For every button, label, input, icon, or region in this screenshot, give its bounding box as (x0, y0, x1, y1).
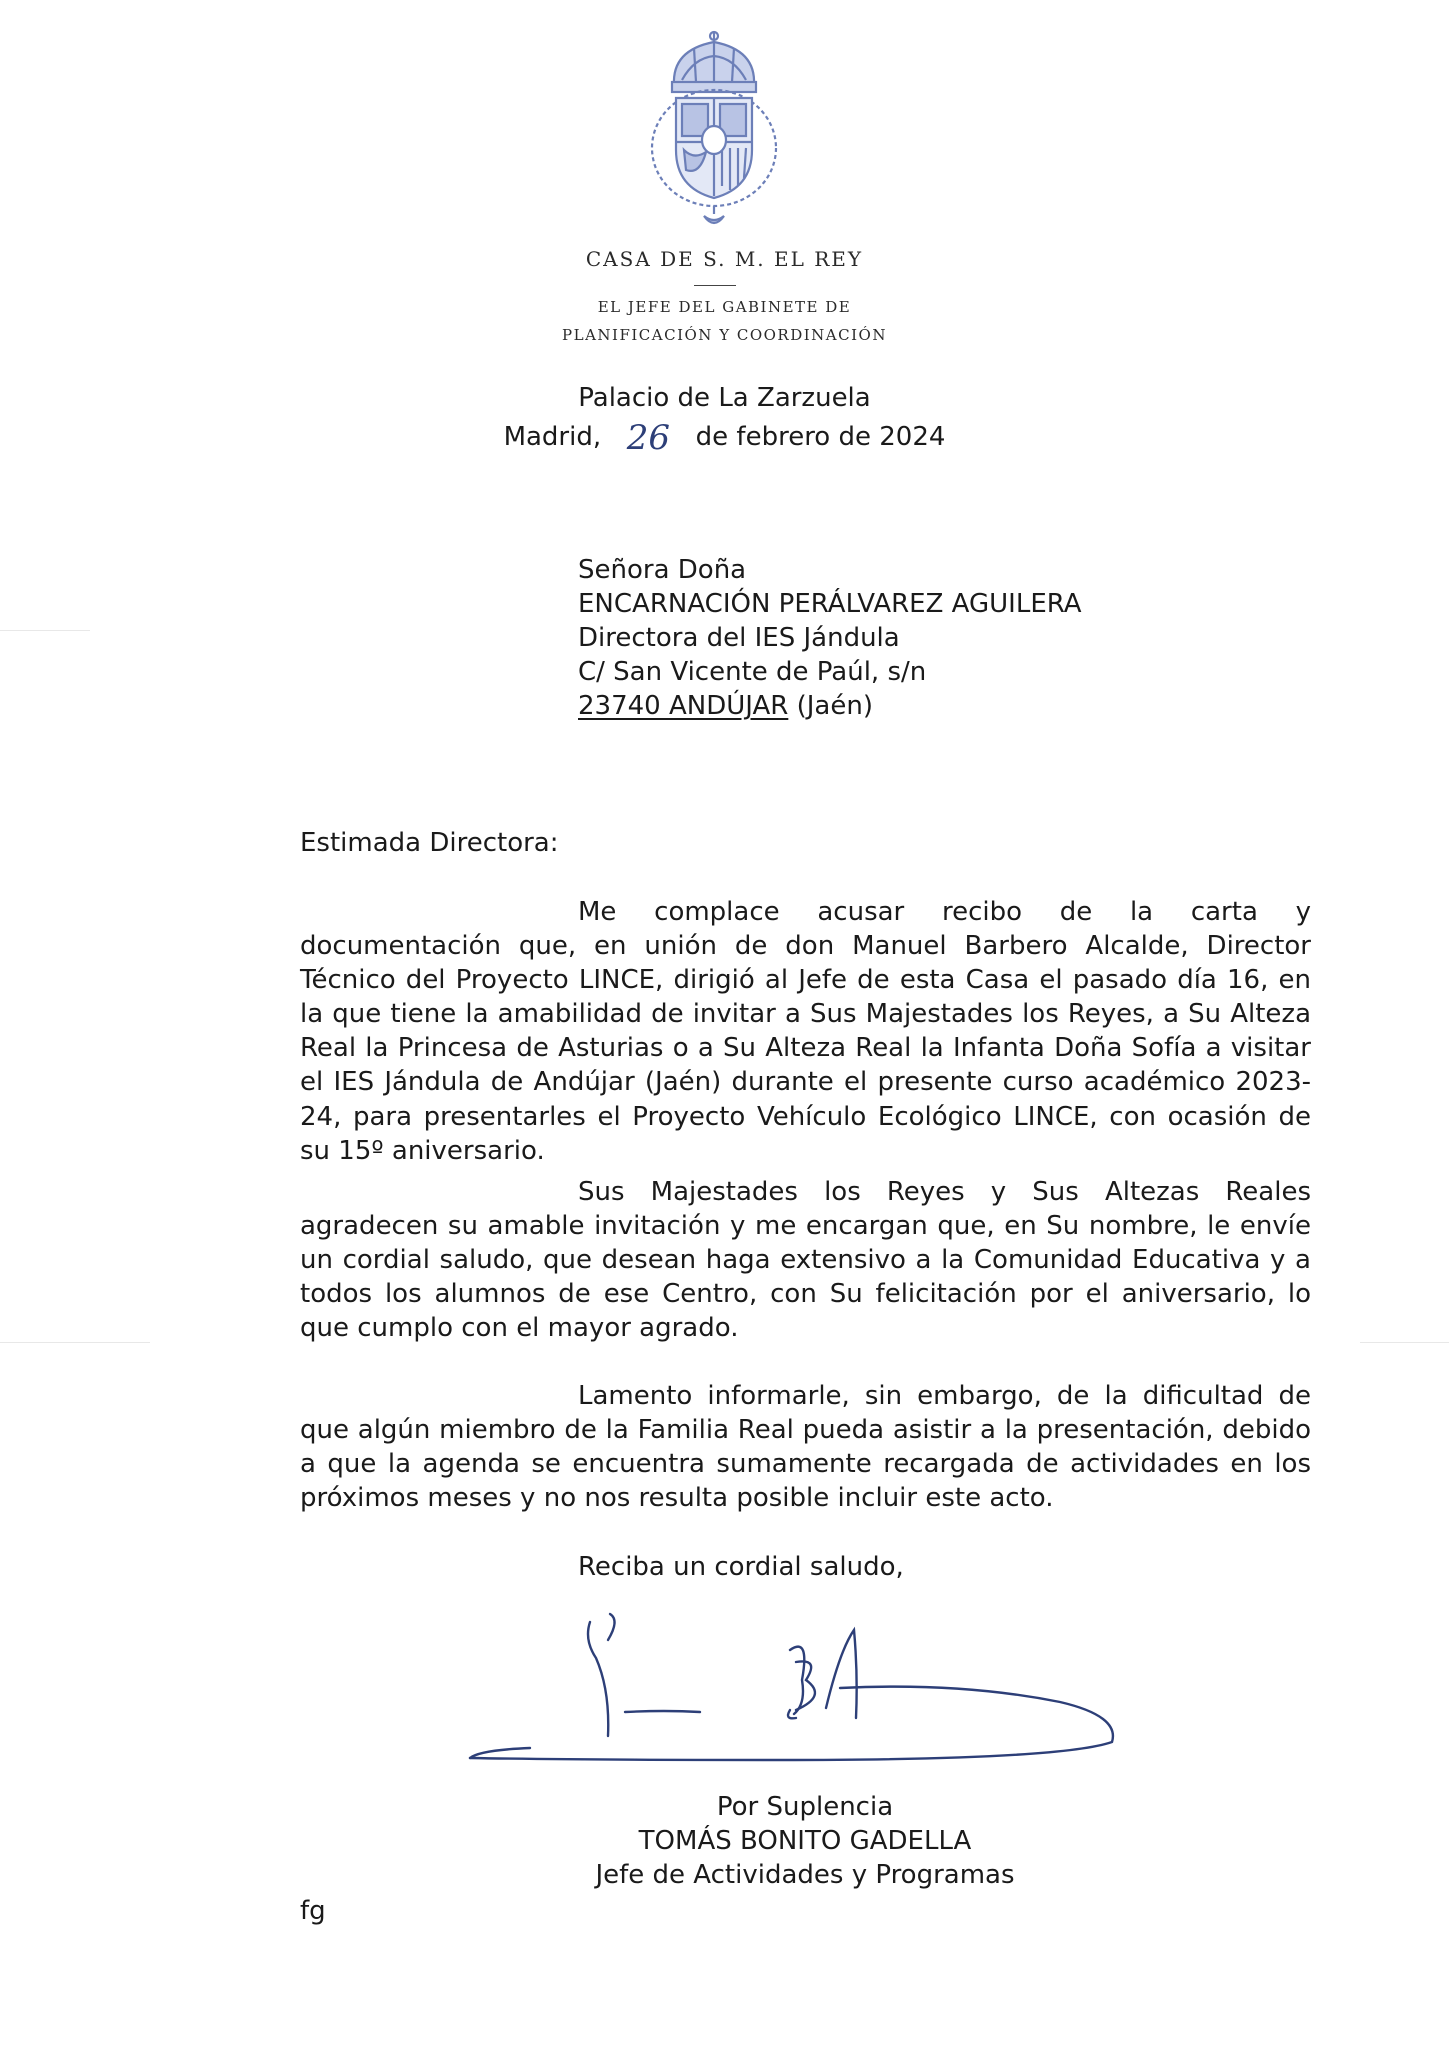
recipient-province: (Jaén) (796, 691, 873, 721)
office-title-line1: EL JEFE DEL GABINETE DE (597, 298, 852, 316)
signer-title: Jefe de Actividades y Programas (595, 1860, 1015, 1890)
typist-initials: fg (300, 1896, 326, 1926)
recipient-street: C/ San Vicente de Paúl, s/n (578, 657, 927, 687)
date-day-handwritten: 26 (626, 418, 671, 458)
royal-crest-icon (634, 30, 794, 235)
recipient-city-line (578, 691, 873, 721)
body-paragraph (300, 1379, 1311, 1515)
recipient-postal-city: 23740 ANDÚJAR (578, 691, 789, 721)
office-title-line2: PLANIFICACIÓN Y COORDINACIÓN (562, 326, 887, 344)
place-line: Palacio de La Zarzuela (578, 383, 871, 413)
date-city: Madrid, (503, 422, 602, 452)
greeting: Estimada Directora: (300, 828, 559, 858)
paragraph-text: Lamento informarle, sin embargo, de la dificultad de que algún miembro de la Familia Real pueda asistir a la presentación, debido a que la agenda se encuentra sumamente recargada de actividades en los próximos meses y no nos resulta posible incluir este acto. (300, 1381, 1311, 1514)
paragraph-text: Me complace acusar recibo de la carta y documentación que, en unión de don Manuel Barbero Alcalde, Director Técnico del Proyecto LINCE, dirigió al Jefe de esta Casa el pasado día 16, en la que tiene la amabilidad de invitar a Sus Majestades los Reyes, a Su Alteza Real la Princesa de Asturias o a Su Alteza Real la Infanta Doña Sofía a visitar el IES Jándula de Andújar (Jaén) durante el presente curso académico 2023-24, para presentarles el Proyecto Vehículo Ecológico LINCE, con ocasión de su 15º aniversario. (300, 897, 1311, 1166)
signer-role: Por Suplencia (716, 1792, 894, 1822)
recipient-position: Directora del IES Jándula (578, 623, 900, 653)
signer-name: TOMÁS BONITO GADELLA (638, 1826, 972, 1856)
closing-line: Reciba un cordial saludo, (578, 1552, 904, 1582)
scan-artifact (0, 630, 90, 631)
handwritten-signature-icon (460, 1600, 1130, 1780)
body-paragraph (300, 895, 1311, 1168)
scan-artifact (1360, 1342, 1449, 1343)
date-line (0, 418, 1449, 458)
date-rest: de febrero de 2024 (695, 422, 946, 452)
scan-artifact (0, 1342, 150, 1343)
paragraph-text: Sus Majestades los Reyes y Sus Altezas Reales agradecen su amable invitación y me encargan que, en Su nombre, le envíe un cordial saludo, que desean haga extensivo a la Comunidad Educativa y a todos los alumnos de ese Centro, con Su felicitación por el aniversario, lo que cumplo con el mayor agrado. (300, 1177, 1311, 1344)
body-paragraph (300, 1175, 1311, 1345)
header-divider (694, 285, 736, 286)
institution-name: CASA DE S. M. EL REY (585, 247, 864, 271)
recipient-name: ENCARNACIÓN PERÁLVAREZ AGUILERA (578, 589, 1082, 619)
recipient-title: Señora Doña (578, 555, 747, 585)
